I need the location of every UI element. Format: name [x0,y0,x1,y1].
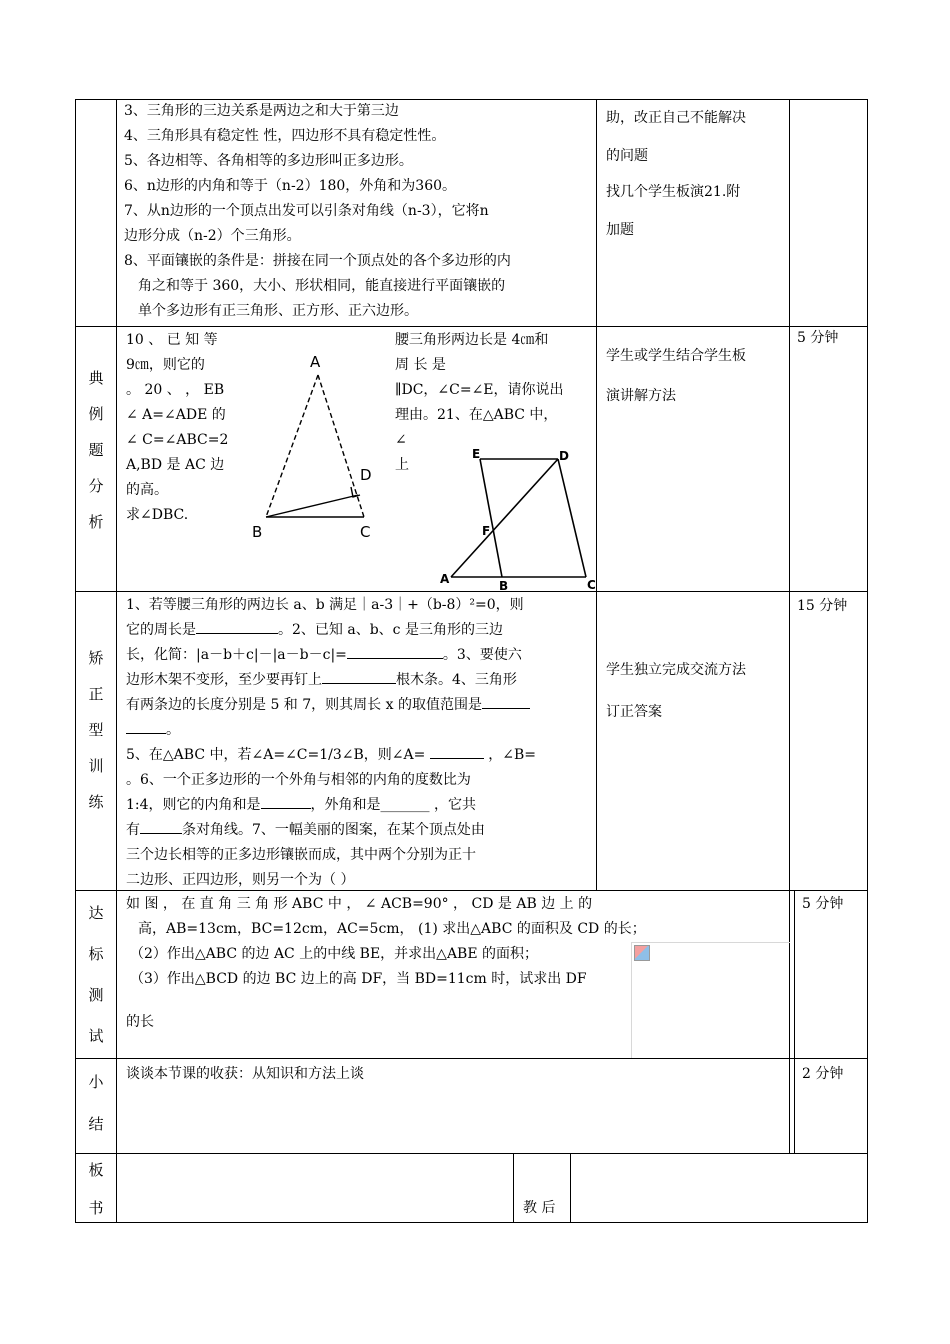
after-class-label: 教 后 [523,1200,556,1216]
label-char: 正 [88,685,104,703]
example-text-b: 周 长 是 [395,357,446,373]
answer-blank[interactable] [196,619,278,634]
assessment-line: 高，AB=13cm，BC=12cm，AC=5cm， (1) 求出△ABC 的面积及 CD 的长； [138,921,646,937]
label-char: 书 [88,1199,104,1217]
label-char: 练 [88,793,104,811]
trapezoid-figure [436,445,601,591]
trap-label-f: F [482,524,491,538]
tri-label-d: D [360,466,372,484]
example-text-a: 10 、 已 知 等 [126,332,218,348]
label-char: 分 [88,477,104,495]
trap-label-a: A [440,572,450,586]
method-line: 学生或学生结合学生板 [606,348,746,364]
assessment-line: 如 图 ， 在 直 角 三 角 形 ABC 中 ， ∠ ACB=90° ， CD 是 AB 边 上 的 [126,896,593,912]
time-label: 5 分钟 [802,896,844,912]
exercise-line: 三个边长相等的正多边形镶嵌而成，其中两个分别为正十 [126,847,476,863]
example-text-b: 上 [395,457,409,473]
method-line: 订正答案 [606,704,662,720]
knowledge-line-7b: 边形分成（n-2）个三角形。 [124,228,301,244]
exercise-line: 。 [126,718,180,743]
activity-line-3: 找几个学生板演21.附 [606,184,741,200]
activity-line-2: 的问题 [606,148,648,164]
trap-label-b: B [499,579,509,591]
method-line: 演讲解方法 [606,388,676,404]
label-char: 试 [88,1027,104,1045]
example-text-b: 理由。21、在△ABC 中， [395,407,558,423]
label-char: 标 [88,945,104,963]
assessment-line: （3）作出△BCD 的边 BC 边上的高 DF，当 BD=11cm 时，试求出 DF [130,971,587,987]
label-char: 训 [88,757,104,775]
triangle-figure [248,345,388,550]
answer-blank[interactable] [482,694,530,709]
knowledge-line-8b: 角之和等于 360，大小、形状相同，能直接进行平面镶嵌的 [138,278,506,294]
figure-placeholder [631,942,790,1058]
trap-label-c: C [587,578,596,591]
label-char: 结 [88,1115,104,1133]
label-char: 型 [88,721,104,739]
knowledge-line-8: 8、平面镶嵌的条件是：拼接在同一个顶点处的各个多边形的内 [124,253,511,269]
activity-line-4: 加题 [606,222,634,238]
time-label: 2 分钟 [802,1066,844,1082]
exercise-line: 有两条边的长度分别是 5 和 7，则其周长 x 的取值范围是 [126,693,530,718]
exercise-line: 二边形、正四边形，则另一个为（ ） [126,872,355,888]
label-char: 典 [88,369,104,387]
tri-label-a: A [310,353,321,371]
example-text-a: 。 20 、 ， EB [126,382,225,398]
knowledge-line-5: 5、各边相等、各角相等的多边形叫正多边形。 [124,153,413,169]
time-label: 15 分钟 [797,598,848,614]
example-text-a: 求∠DBC. [126,507,189,523]
answer-blank[interactable] [126,719,166,734]
knowledge-line-3: 3、三角形的三边关系是两边之和大于第三边 [124,103,399,119]
knowledge-line-4: 4、三角形具有稳定性 性，四边形不具有稳定性性。 [124,128,446,144]
method-line: 学生独立完成交流方法 [606,662,746,678]
trap-label-e: E [472,447,481,461]
answer-blank[interactable] [347,644,443,659]
example-text-a: 9㎝，则它的 [126,357,205,373]
tri-label-c: C [360,523,371,541]
exercise-line: 有 条对角线。7、一幅美丽的图案，在某个顶点处由 [126,818,485,843]
exercise-line: 边形木架不变形，至少要再钉上 根木条。4、三角形 [126,668,517,693]
broken-image-icon [634,945,650,961]
example-text-a: A,BD 是 AC 边 [126,457,225,473]
example-text-a: ∠ C=∠ABC=2 [126,432,229,448]
answer-blank[interactable] [261,794,311,809]
label-char: 测 [88,986,104,1004]
answer-blank[interactable] [140,819,182,834]
knowledge-line-8c: 单个多边形有正三角形、正方形、正六边形。 [138,303,418,319]
assessment-line: （2）作出△ABC 的边 AC 上的中线 BE，并求出△ABE 的面积； [130,946,539,962]
label-char: 题 [88,441,104,459]
example-text-b: ∠ [395,432,407,448]
example-text-a: ∠ A=∠ADE 的 [126,407,226,423]
label-char: 板 [88,1161,104,1179]
label-char: 小 [88,1073,104,1091]
label-char: 矫 [88,649,104,667]
assessment-line: 的长 [126,1014,154,1030]
example-text-b: 腰三角形两边长是 4㎝和 [395,332,549,348]
tri-label-b: B [252,523,263,541]
example-text-a: 的高。 [126,482,168,498]
exercise-line: 长，化简：|a－b＋c|－|a－b－c|= 。3、要使六 [126,643,522,668]
knowledge-line-7: 7、从n边形的一个顶点出发可以引条对角线（n-3），它将n [124,203,489,219]
answer-blank[interactable] [322,669,396,684]
exercise-line: 它的周长是 。2、已知 a、b、c 是三角形的三边 [126,618,503,643]
trap-label-d: D [559,449,569,463]
answer-blank[interactable] [430,744,484,759]
activity-line-1: 助，改正自己不能解决 [606,110,746,126]
exercise-line: 。6、一个正多边形的一个外角与相邻的内角的度数比为 [126,772,471,788]
exercise-line: 5、在△ABC 中，若∠A=∠C=1/3∠B，则∠A= ，∠B= [126,743,536,768]
exercise-line: 1:4，则它的内角和是 ，外角和是_______ ，它共 [126,793,476,818]
label-char: 达 [88,904,104,922]
label-char: 例 [88,405,104,423]
label-char: 析 [88,513,104,531]
summary-text: 谈谈本节课的收获：从知识和方法上谈 [126,1066,364,1082]
time-label: 5 分钟 [797,330,839,346]
example-text-b: ∥DC，∠C=∠E，请你说出 [395,382,564,398]
exercise-line: 1、若等腰三角形的两边长 a、b 满足｜a-3｜+（b-8）²=0，则 [126,597,524,613]
knowledge-line-6: 6、n边形的内角和等于（n-2）180，外角和为360。 [124,178,457,194]
